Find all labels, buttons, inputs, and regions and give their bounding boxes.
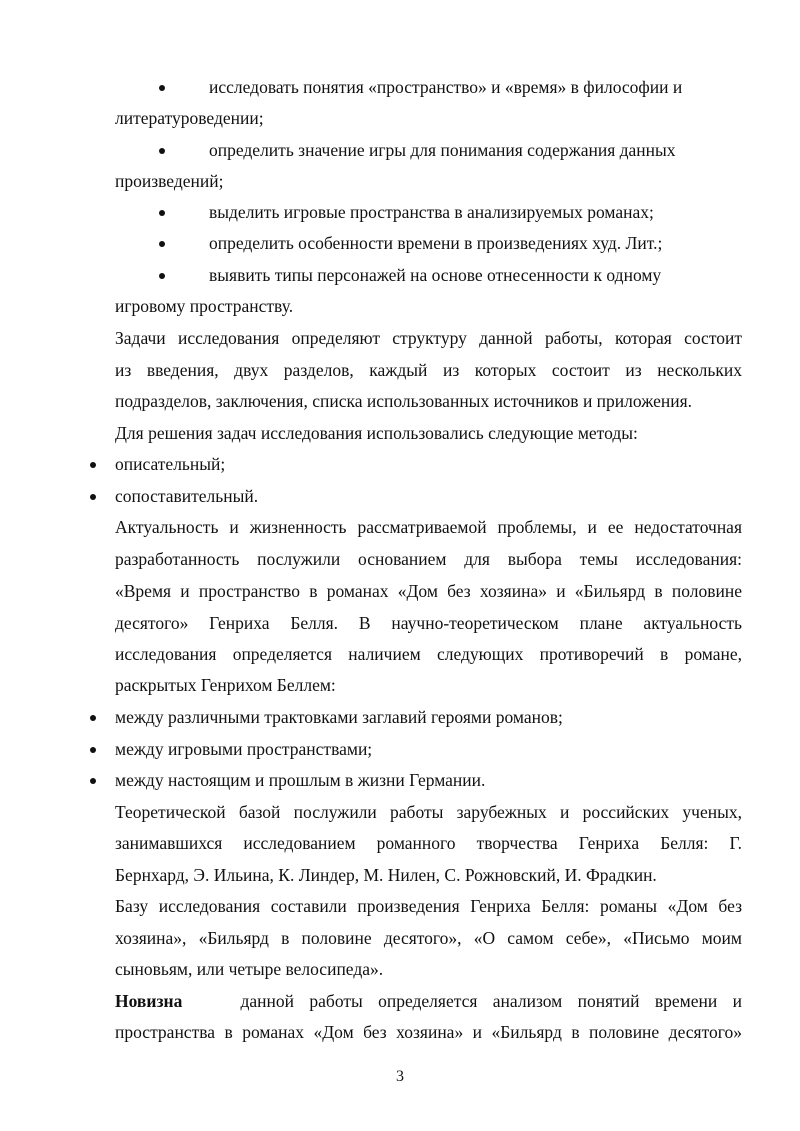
structure-paragraph-line-1: Задачи исследования определяют структуру данной работы, которая состоит <box>115 328 742 348</box>
contradiction-item-1: между различными трактовками заглавий героями романов; <box>115 707 563 727</box>
base-paragraph-line-2: хозяина», «Бильярд в половине десятого», «О самом себе», «Письмо моим <box>115 928 742 948</box>
task-item-1-line-2: литературоведении; <box>115 108 264 128</box>
relevance-paragraph-line-6: раскрытых Генрихом Беллем: <box>115 675 336 695</box>
structure-paragraph-line-2: из введения, двух разделов, каждый из которых состоит из нескольких <box>115 360 742 380</box>
bullet-icon <box>90 747 96 753</box>
theory-paragraph-line-3: Бернхард, Э. Ильина, К. Линдер, М. Нилен, С. Рожновский, И. Фрадкин. <box>115 865 657 885</box>
bullet-icon <box>159 241 165 247</box>
relevance-paragraph-line-4: десятого» Генриха Белля. В научно-теоретическом плане актуальность <box>115 613 742 633</box>
task-item-2-line-1: определить значение игры для понимания содержания данных <box>209 140 676 160</box>
theory-paragraph-line-2: занимавшихся исследованием романного творчества Генриха Белля: Г. <box>115 833 742 853</box>
method-item-1: описательный; <box>115 454 226 474</box>
theory-paragraph-line-1: Теоретической базой послужили работы зарубежных и российских ученых, <box>115 802 742 822</box>
page-number: 3 <box>396 1068 404 1085</box>
novelty-paragraph-line-1 <box>115 990 742 1012</box>
bullet-icon <box>159 148 165 154</box>
task-item-4: определить особенности времени в произведениях худ. Лит.; <box>209 233 663 253</box>
task-item-3: выделить игровые пространства в анализируемых романах; <box>209 202 654 222</box>
bullet-icon <box>159 85 165 91</box>
contradiction-item-3: между настоящим и прошлым в жизни Германии. <box>115 770 486 790</box>
bullet-icon <box>159 210 165 216</box>
method-item-2: сопоставительный. <box>115 486 259 506</box>
relevance-paragraph-line-3: «Время и пространство в романах «Дом без хозяина» и «Бильярд в половине <box>115 581 742 601</box>
task-item-2-line-2: произведений; <box>115 171 224 191</box>
relevance-paragraph-line-5: исследования определяется наличием следующих противоречий в романе, <box>115 644 742 664</box>
task-item-5-line-2: игровому пространству. <box>115 296 294 316</box>
methods-intro: Для решения задач исследования использовались следующие методы: <box>115 423 638 443</box>
task-item-5-line-1: выявить типы персонажей на основе отнесенности к одному <box>209 265 662 285</box>
relevance-paragraph-line-1: Актуальность и жизненность рассматриваемой проблемы, и ее недостаточная <box>115 517 742 537</box>
task-item-1-line-1: исследовать понятия «пространство» и «время» в философии и <box>209 77 683 97</box>
relevance-paragraph-line-2: разработанность послужили основанием для выбора темы исследования: <box>115 549 742 569</box>
base-paragraph-line-3: сыновьям, или четыре велосипеда». <box>115 959 384 979</box>
novelty-paragraph-line-2: пространства в романах «Дом без хозяина» и «Бильярд в половине десятого» <box>115 1022 742 1042</box>
bullet-icon <box>90 778 96 784</box>
novelty-paragraph-line-1-text: данной работы определяется анализом понятий времени и <box>240 991 742 1011</box>
novelty-term: Новизна <box>115 991 183 1011</box>
base-paragraph-line-1: Базу исследования составили произведения Генриха Белля: романы «Дом без <box>115 896 742 916</box>
contradiction-item-2: между игровыми пространствами; <box>115 739 373 759</box>
structure-paragraph-line-3: подразделов, заключения, списка использованных источников и приложения. <box>115 391 692 411</box>
bullet-icon <box>90 715 96 721</box>
bullet-icon <box>159 273 165 279</box>
bullet-icon <box>90 462 96 468</box>
bullet-icon <box>90 494 96 500</box>
